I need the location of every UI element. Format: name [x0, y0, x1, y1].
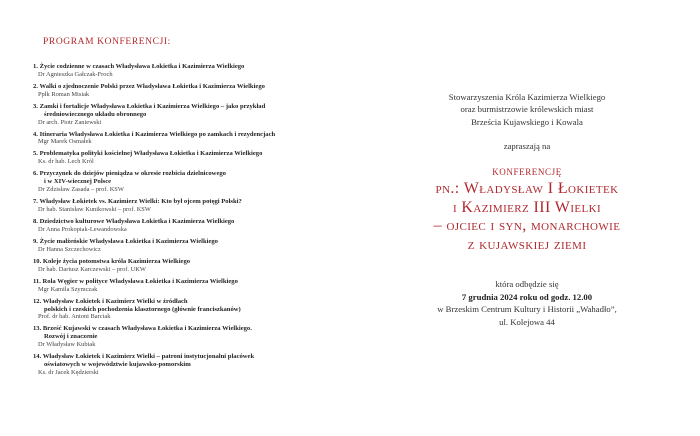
event-details [382, 278, 672, 328]
program-list [33, 63, 333, 381]
talk-title: 10. Koleje życia potomstwa króla Kazimierza Wielkiego [33, 257, 191, 265]
program-item [33, 353, 333, 377]
talk-title: 5. Problematyka polityki kościelnej Władysława Łokietka i Kazimierza Wielkiego [33, 150, 263, 158]
program-item [33, 325, 333, 349]
talk-speaker: Ks. dr hab. Lech Król [38, 158, 94, 166]
talk-title: 11. Rola Węgier w polityce Władysława Łokietka i Kazimierza Wielkiego [33, 277, 238, 285]
talk-speaker: Dr hab. Dariusz Karczewski – prof. UKW [38, 265, 146, 273]
invite-text: zapraszają na [503, 141, 551, 151]
program-item [33, 198, 333, 214]
organizers-text: Stowarzyszenia Króla Kazimierza Wielkiego oraz burmistrzowie królewskich miast Brześcia Kujawskiego i Kowala [448, 92, 606, 127]
talk-speaker: Dr Anna Prokopiak-Lewandowska [38, 225, 127, 233]
talk-speaker: Dr Władysław Kubiak [38, 341, 96, 349]
details-intro: która odbędzie się [495, 279, 559, 289]
program-item [33, 298, 333, 322]
talk-speaker: Mgr Marek Osmałek [38, 138, 92, 146]
talk-speaker: Dr Hanna Szczechowicz [38, 245, 101, 253]
program-item [33, 258, 333, 274]
event-venue: w Brzeskim Centrum Kultury i Historii „Wahadło”, [437, 304, 617, 315]
program-item [33, 238, 333, 254]
talk-speaker: Ks. dr Jacek Kędzierski [38, 369, 99, 377]
talk-speaker: Prof. dr hab. Antoni Barciak [38, 313, 111, 321]
conference-label: KONFERENCJĘ [492, 167, 562, 177]
event-date: 7 grudnia 2024 roku od godz. 12.00 [461, 291, 593, 302]
talk-title: 1. Życie codzienne w czasach Władysława Łokietka i Kazimierza Wielkiego [33, 63, 245, 70]
program-item [33, 150, 333, 166]
talk-speaker: Dr Agnieszka Gałczak-Froch [38, 70, 113, 78]
program-item [33, 218, 333, 234]
talk-title: 13. Brześć Kujawski w czasach Władysława Łokietka i Kazimierza Wielkiego. Rozwój i znaczenie [33, 325, 252, 341]
talk-speaker: Dr Zdzisław Zasada – prof. KSW [38, 186, 124, 194]
talk-speaker: Mgr Kamila Szymczak [38, 285, 98, 293]
talk-title: 3. Zamki i fortalicje Władysława Łokietka i Kazimierza Wielkiego – jako przykład średniowiecznego układu obronnego [33, 102, 266, 118]
talk-title: 2. Walki o zjednoczenie Polski przez Władysława Łokietka i Kazimierza Wielkiego [33, 82, 265, 90]
talk-title: 14. Władysław Łokietek i Kazimierz Wielki – patroni instytucjonalni placówek oświatowych w województwie kujawsko-pomorskim [33, 353, 255, 369]
talk-title: 6. Przyczynek do dziejów pieniądza w okresie rozbicia dzielnicowego i w XIV-wiecznej Polsce [33, 170, 226, 186]
talk-speaker: Dr hab. Stanisław Kunikowski – prof. KSW [38, 206, 151, 214]
talk-title: 9. Życie małżeńskie Władysława Łokietka i Kazimierza Wielkiego [33, 237, 218, 245]
talk-title: 12. Władysław Łokietek i Kazimierz Wielki w źródłach polskich i czeskich pochodzenia klasztornego (głównie franciszkanów) [33, 297, 241, 313]
talk-speaker: Ppłk Roman Misiak [38, 90, 90, 98]
program-item [33, 83, 333, 99]
program-item [33, 131, 333, 147]
program-item [33, 278, 333, 294]
talk-title: 7. Władysław Łokietek vs. Kazimierz Wielki: Kto był ojcem potęgi Polski? [33, 198, 242, 206]
program-item [33, 63, 333, 79]
talk-title: 8. Dziedzictwo kulturowe Władysława Łokietka i Kazimierza Wielkiego [33, 218, 235, 226]
event-address: ul. Kolejowa 44 [499, 316, 555, 327]
program-item [33, 170, 333, 194]
talk-title: 4. Itineraria Władysława Łokietka i Kazimierza Wielkiego po zamkach i rezydencjach [33, 130, 276, 138]
talk-speaker: Dr arch. Piotr Zaniewski [38, 118, 102, 126]
conference-title: pn.: Władysław I Łokietek i Kazimierz III Wielki – ojciec i syn, monarchowie z kujawskiej ziemi [433, 180, 621, 253]
program-heading: PROGRAM KONFERENCJI: [43, 37, 171, 47]
program-item [33, 103, 333, 127]
